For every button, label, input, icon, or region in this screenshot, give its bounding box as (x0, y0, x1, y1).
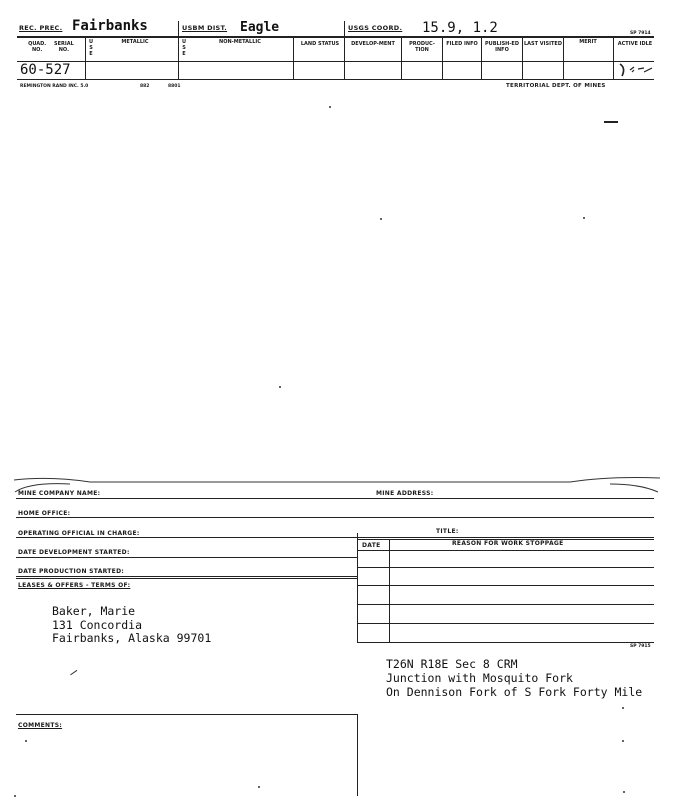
col-land-status: LAND STATUS (300, 41, 340, 47)
col-merit: MERIT (579, 39, 597, 45)
mine-company-name-label: MINE COMPANY NAME: (18, 490, 101, 497)
stoppage-reason-header: REASON FOR WORK STOPPAGE (452, 540, 564, 547)
col-non-metallic: NON-METALLIC (219, 39, 261, 45)
handwritten-mark (616, 60, 656, 85)
leases-line-2: 131 Concordia (52, 617, 143, 632)
location-text (386, 657, 642, 699)
card-edge (10, 470, 670, 500)
leases-label: LEASES & OFFERS - TERMS OF: (18, 582, 131, 589)
usbm-dist-label: USBM DIST. (182, 24, 228, 32)
comments-label: COMMENTS: (18, 722, 63, 729)
col-active-idle: ACTIVE IDLE (617, 41, 653, 47)
operating-official-label: OPERATING OFFICIAL IN CHARGE: (18, 530, 140, 537)
col-development: DEVELOP-MENT (351, 41, 395, 47)
title-label: TITLE: (436, 528, 459, 535)
form-number-bottom: SP 7915 (630, 644, 651, 649)
col-quad-serial (18, 41, 84, 53)
rec-prec-label: REC. PREC. (19, 24, 63, 32)
col-use-metallic: U S E (88, 39, 94, 57)
home-office-label: HOME OFFICE: (18, 510, 71, 517)
location-line-3: On Dennison Fork of S Fork Forty Mile (386, 685, 643, 699)
printer-code-1: 882 (140, 84, 150, 89)
mine-address-label: MINE ADDRESS: (376, 490, 434, 497)
printer-mark: REMINGTON RAND INC. 5.0 (20, 84, 89, 89)
col-published-info: PUBLISH-ED INFO (484, 41, 519, 53)
date-prod-started-label: DATE PRODUCTION STARTED: (18, 568, 125, 575)
rec-prec-value: Fairbanks (72, 18, 148, 34)
usgs-coord-label: USGS COORD. (348, 24, 403, 32)
col-filed-info: FILED INFO (446, 41, 478, 47)
printer-code-2: 8801 (168, 84, 181, 89)
location-line-1: T26N R18E Sec 8 CRM (386, 657, 518, 671)
col-production: PRODUC-TION (409, 41, 435, 53)
quad-serial-value: 60-527 (20, 62, 71, 78)
col-serial-no: SERIAL NO. (53, 41, 74, 53)
col-last-visited: LAST VISITED (524, 41, 562, 47)
stoppage-date-header: DATE (362, 542, 381, 549)
col-metallic: METALLIC (121, 39, 149, 45)
usbm-dist-value: Eagle (240, 20, 280, 35)
leases-line-3: Fairbanks, Alaska 99701 (52, 631, 212, 645)
form-number-top: SP 7914 (630, 31, 651, 36)
usgs-coord-value: 15.9, 1.2 (422, 20, 498, 36)
date-dev-started-label: DATE DEVELOPMENT STARTED: (18, 549, 130, 556)
col-use-nonmetallic: U S E (181, 39, 187, 57)
leases-line-1: Baker, Marie (52, 604, 136, 618)
leases-text (52, 605, 211, 646)
col-quad-no: QUAD. NO. (28, 41, 47, 53)
agency-name: TERRITORIAL DEPT. OF MINES (506, 83, 606, 89)
location-line-2: Junction with Mosquito Fork (386, 671, 573, 685)
